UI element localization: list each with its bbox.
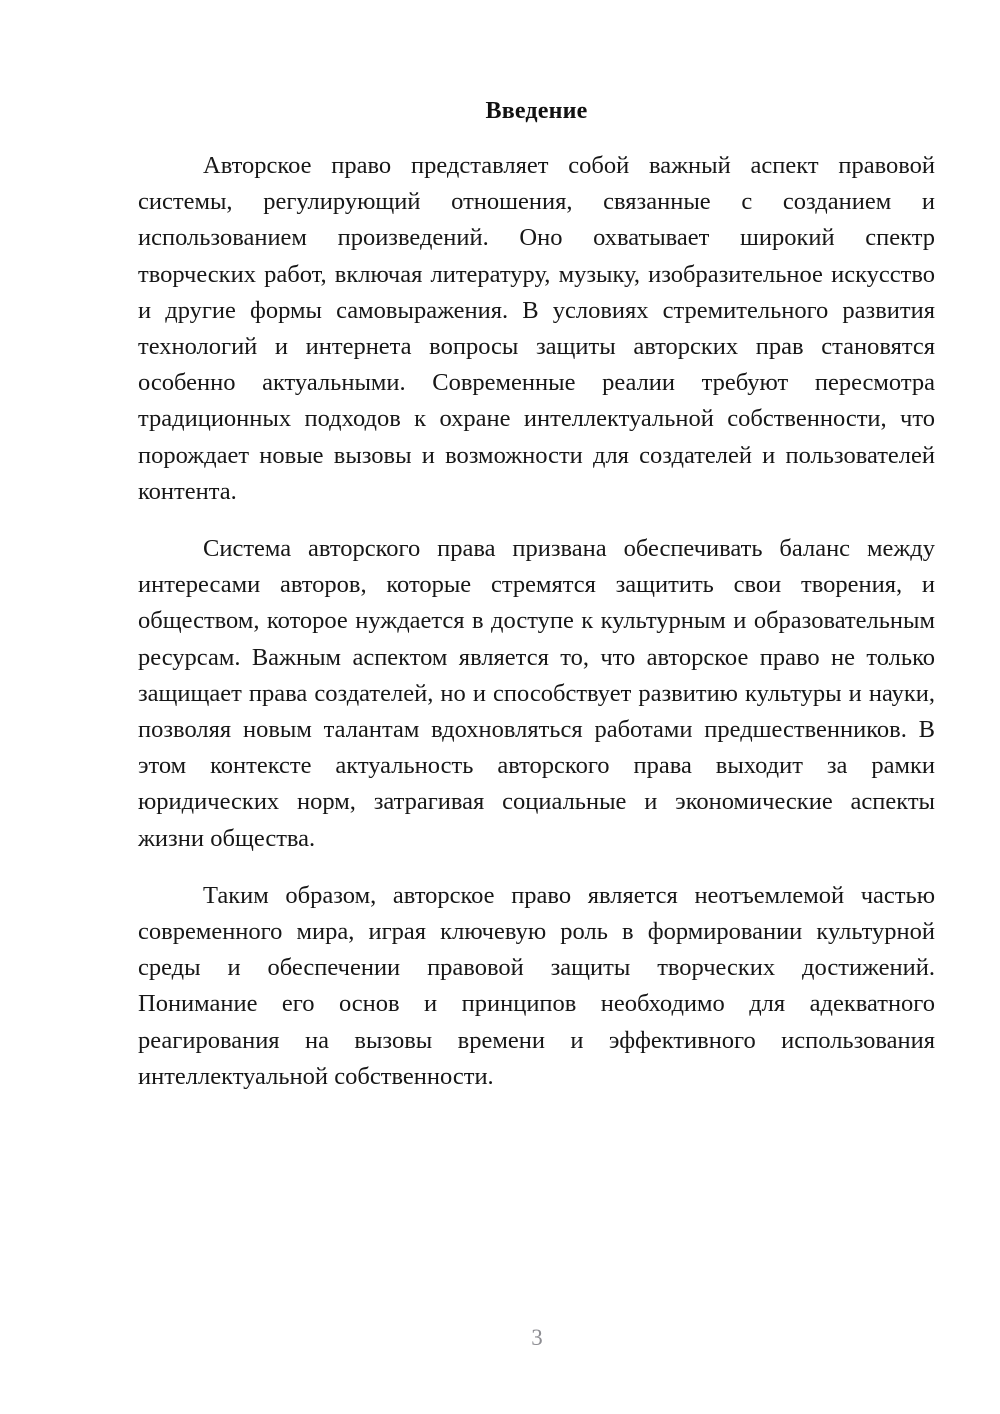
paragraph-2: Система авторского права призвана обеспечивать баланс между интересами авторов, которые стремятся защитить свои творения, и обществом, которое нуждается в доступе к культурным и образовательным ресурсам. Важным аспектом является то, что авторское право не только защищает права создателей, но и способствует развитию культуры и науки, позволяя новым талантам вдохновляться работами предшественников. В этом контексте актуальность авторского права выходит за рамки юридических норм, затрагивая социальные и экономические аспекты жизни общества. xyxy=(138,535,935,852)
document-text-column xyxy=(138,0,935,1095)
paragraph-3: Таким образом, авторское право является неотъемлемой частью современного мира, играя ключевую роль в формировании культурной среды и обеспечении правовой защиты творческих достижений. Понимание его основ и принципов необходимо для адекватного реагирования на вызовы времени и эффективного использования интеллектуальной собственности. xyxy=(138,881,935,1090)
page-number: 3 xyxy=(531,1325,543,1350)
page-title: Введение xyxy=(485,98,588,124)
paragraph-1: Авторское право представляет собой важный аспект правовой системы, регулирующий отношения, связанные с созданием и использованием произведений. Оно охватывает широкий спектр творческих работ, включая литературу, музыку, изобразительное искусство и другие формы самовыражения. В условиях стремительного развития технологий и интернета вопросы защиты авторских прав становятся особенно актуальными. Современные реалии требуют пересмотра традиционных подходов к охране интеллектуальной собственности, что порождает новые вызовы и возможности для создателей и пользователей контента. xyxy=(138,152,935,505)
